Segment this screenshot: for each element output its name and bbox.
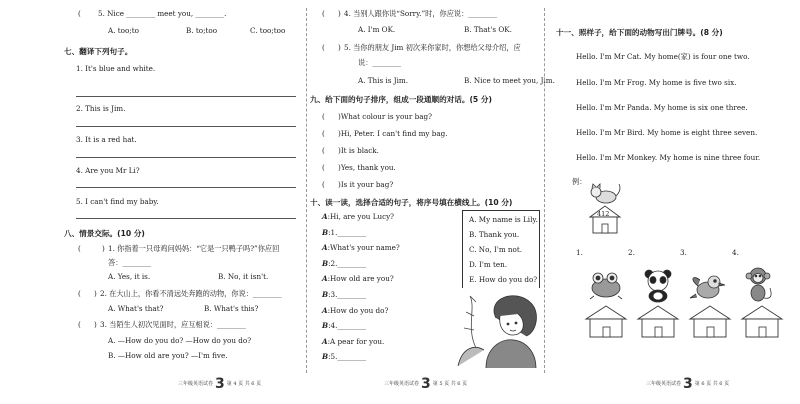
dialog-text: 3.________ xyxy=(330,290,367,299)
footer-prefix: 三年级英语试卷 xyxy=(384,381,420,387)
colon: : xyxy=(327,336,330,346)
paren: ( xyxy=(322,180,325,189)
q5-option-b: B. Nice to meet you, Jim. xyxy=(464,76,555,85)
answer-line[interactable] xyxy=(76,126,296,127)
section-11-title: 十一、照样子，给下面的动物写出门牌号。(8 分) xyxy=(556,28,723,37)
dialog-line xyxy=(322,274,394,283)
speaker-label: B xyxy=(322,321,329,331)
footer-page: 第 6 页 共 6 页 xyxy=(694,381,730,387)
s8-q2-option-b: B. What's this? xyxy=(204,304,259,313)
colon: : xyxy=(328,352,331,362)
item-number-2: 2. xyxy=(628,248,635,257)
speaker-label: A xyxy=(322,274,328,284)
q4-option-b: B. That's OK. xyxy=(464,25,512,34)
example-house-number: 412 xyxy=(597,210,610,218)
speaker-label: B xyxy=(322,352,329,362)
dialog-line xyxy=(322,243,400,252)
dialog-line xyxy=(322,337,384,346)
sentence-1: 1. It's blue and white. xyxy=(76,64,156,73)
intro-line-monkey: Hello. I'm Mr Monkey. My home is nine three four. xyxy=(576,153,761,162)
paren: ( xyxy=(322,9,325,18)
order-text: Hi, Peter. I can't find my bag. xyxy=(340,129,448,138)
s8-q1-option-b: B. No, it isn't. xyxy=(218,272,269,281)
q5-stem2: 说：________ xyxy=(358,58,402,67)
paren: ( xyxy=(322,129,325,138)
colon: : xyxy=(328,321,331,331)
section-10-title: 十、读一读，选择合适的句子，将序号填在横线上。(10 分) xyxy=(310,198,513,207)
exam-page-4 xyxy=(0,0,306,404)
speaker-label: A xyxy=(322,243,328,253)
footer-page: 第 5 页 共 6 页 xyxy=(432,381,468,387)
colon: : xyxy=(328,290,331,299)
choice-item: E. How do you do? xyxy=(469,275,538,284)
item-number-4: 4. xyxy=(732,248,739,257)
speaker-label: A xyxy=(322,212,328,221)
dialog-line xyxy=(322,212,394,221)
intro-line-panda: Hello. I'm Mr Panda. My home is six one three. xyxy=(576,103,748,112)
dialog-line xyxy=(322,228,366,237)
q5-option-b: B. to;too xyxy=(186,26,218,35)
house-icon-1[interactable] xyxy=(584,304,628,338)
q4-option-a: A. I'm OK. xyxy=(358,25,396,34)
order-text: What colour is your bag? xyxy=(340,112,432,121)
footer-grade-number: 3 xyxy=(683,376,693,392)
choice-item: B. Thank you. xyxy=(469,230,520,239)
sentence-4: 4. Are you Mr Li? xyxy=(76,166,140,175)
colon: : xyxy=(327,274,330,284)
sentence-5: 5. I can't find my baby. xyxy=(76,197,159,206)
house-icon-4[interactable] xyxy=(740,304,784,338)
s8-q3-option-a: A. —How do you do? —How do you do? xyxy=(108,336,252,345)
q5-option-a: A. This is Jim. xyxy=(358,76,409,85)
paren-close: ) xyxy=(94,289,97,298)
example-house xyxy=(588,204,622,236)
s8-q2-stem: 2. 在大山上，你看不清远处奔跑的动物，你说：________ xyxy=(100,289,282,298)
dialog-text: How do you do? xyxy=(330,305,389,315)
q4-stem: 4. 当别人跟你说“Sorry.”时，你应说：________ xyxy=(344,9,498,18)
house-icon-2[interactable] xyxy=(636,304,680,338)
page-footer xyxy=(646,376,729,392)
order-item-1: )What colour is your bag? xyxy=(338,112,432,121)
order-item-4: )Yes, thank you. xyxy=(338,163,396,172)
frog-icon xyxy=(586,268,626,300)
colon: : xyxy=(327,305,330,315)
section-8-title: 八、情景交际。(10 分) xyxy=(64,229,145,238)
answer-line[interactable] xyxy=(76,157,296,158)
paren: ( xyxy=(78,9,81,18)
dialog-line xyxy=(322,290,366,299)
footer-grade-number: 3 xyxy=(215,376,225,392)
order-item-2: )Hi, Peter. I can't find my bag. xyxy=(338,129,448,138)
page-footer xyxy=(178,376,261,392)
intro-line-bird: Hello. I'm Mr Bird. My home is eight three seven. xyxy=(576,128,758,137)
order-text: Yes, thank you. xyxy=(340,163,396,172)
speaker-label: A xyxy=(322,336,328,346)
colon: : xyxy=(328,258,331,268)
dialog-line xyxy=(322,259,366,268)
monkey-icon xyxy=(744,266,774,304)
page-footer xyxy=(384,376,467,392)
speaker-label: A xyxy=(322,305,328,315)
answer-line[interactable] xyxy=(76,218,296,219)
section-9-title: 九、给下面的句子排序，组成一段通顺的对话。(5 分) xyxy=(310,95,492,104)
colon: : xyxy=(327,243,330,253)
paren: ( xyxy=(78,289,81,298)
cat-icon xyxy=(588,182,622,206)
order-item-5: )Is it your bag? xyxy=(338,180,394,189)
order-text: Is it your bag? xyxy=(340,180,394,189)
dialog-line xyxy=(322,321,366,330)
s8-q1-stem: 1. 你指着一只母鸡问妈妈：“它是一只鸭子吗?”你应回 xyxy=(108,244,280,253)
answer-line[interactable] xyxy=(76,96,296,97)
sentence-2: 2. This is Jim. xyxy=(76,104,126,113)
footer-prefix: 三年级英语试卷 xyxy=(646,381,682,387)
dialog-text: 2.________ xyxy=(330,258,367,268)
order-text: It is black. xyxy=(340,146,379,155)
q5-option-c: C. too;too xyxy=(250,26,286,35)
paren: ( xyxy=(322,43,325,52)
intro-line-frog: Hello. I'm Mr Frog. My home is five two six. xyxy=(576,78,737,87)
s8-q3-option-b: B. —How old are you? —I'm five. xyxy=(108,351,228,360)
intro-line-cat: Hello. I'm Mr Cat. My home(家) is four one two. xyxy=(576,52,750,61)
order-item-3: )It is black. xyxy=(338,146,379,155)
paren-close: ) xyxy=(94,320,97,329)
section-7-title: 七、翻译下列句子。 xyxy=(64,47,133,56)
dialog-text: 1.________ xyxy=(330,227,367,237)
girl-illustration xyxy=(456,288,542,368)
dialog-text: Hi, are you Lucy? xyxy=(330,212,395,221)
house-icon-3[interactable] xyxy=(688,304,732,338)
s8-q1-stem2: 答：________ xyxy=(108,258,152,267)
paren: ( xyxy=(78,244,81,253)
choice-item: A. My name is Lily. xyxy=(469,215,538,224)
q5-stem: 5. 当你的朋友 Jim 初次来你家时，你想给父母介绍，应 xyxy=(344,43,521,52)
item-number-1: 1. xyxy=(576,248,583,257)
choices-box xyxy=(462,210,540,290)
item-number-3: 3. xyxy=(680,248,687,257)
dialog-line xyxy=(322,352,366,361)
paren: ( xyxy=(322,112,325,121)
dialog-text: How old are you? xyxy=(330,274,394,284)
dialog-text: What's your name? xyxy=(330,243,400,253)
paren-close: ) xyxy=(338,9,341,18)
answer-line[interactable] xyxy=(76,187,296,188)
paren-close: ) xyxy=(102,244,105,253)
sentence-3: 3. It is a red hat. xyxy=(76,135,137,144)
paren: ( xyxy=(322,146,325,155)
exam-page-5 xyxy=(306,0,555,404)
footer-prefix: 三年级英语试卷 xyxy=(178,381,214,387)
s8-q1-option-a: A. Yes, it is. xyxy=(108,272,151,281)
panda-icon xyxy=(640,268,676,302)
footer-page: 第 4 页 共 6 页 xyxy=(226,381,262,387)
choice-item: D. I'm ten. xyxy=(469,260,508,269)
bird-icon xyxy=(688,272,728,302)
dialog-text: 5.________ xyxy=(330,352,367,362)
colon: : xyxy=(328,227,331,237)
dialog-text: 4.________ xyxy=(330,321,367,331)
speaker-label: B xyxy=(322,290,329,299)
dialog-text: A pear for you. xyxy=(330,336,385,346)
example-label: 例： xyxy=(572,177,587,186)
house-icon xyxy=(588,204,622,234)
footer-grade-number: 3 xyxy=(421,376,431,392)
exam-page-6 xyxy=(544,0,800,404)
speaker-label: B xyxy=(322,258,329,268)
q5-stem: 5. Nice ________ meet you, ________. xyxy=(98,9,227,18)
dialog-line xyxy=(322,306,388,315)
paren: ( xyxy=(78,320,81,329)
paren-close: ) xyxy=(338,43,341,52)
s8-q3-stem: 3. 当陌生人初次见面时，应互相说：________ xyxy=(100,320,246,329)
colon: : xyxy=(327,212,330,221)
choice-item: C. No, I'm not. xyxy=(469,245,523,254)
q5-option-a: A. too;to xyxy=(108,26,139,35)
paren: ( xyxy=(322,163,325,172)
s8-q2-option-a: A. What's that? xyxy=(108,304,164,313)
speaker-label: B xyxy=(322,227,329,237)
